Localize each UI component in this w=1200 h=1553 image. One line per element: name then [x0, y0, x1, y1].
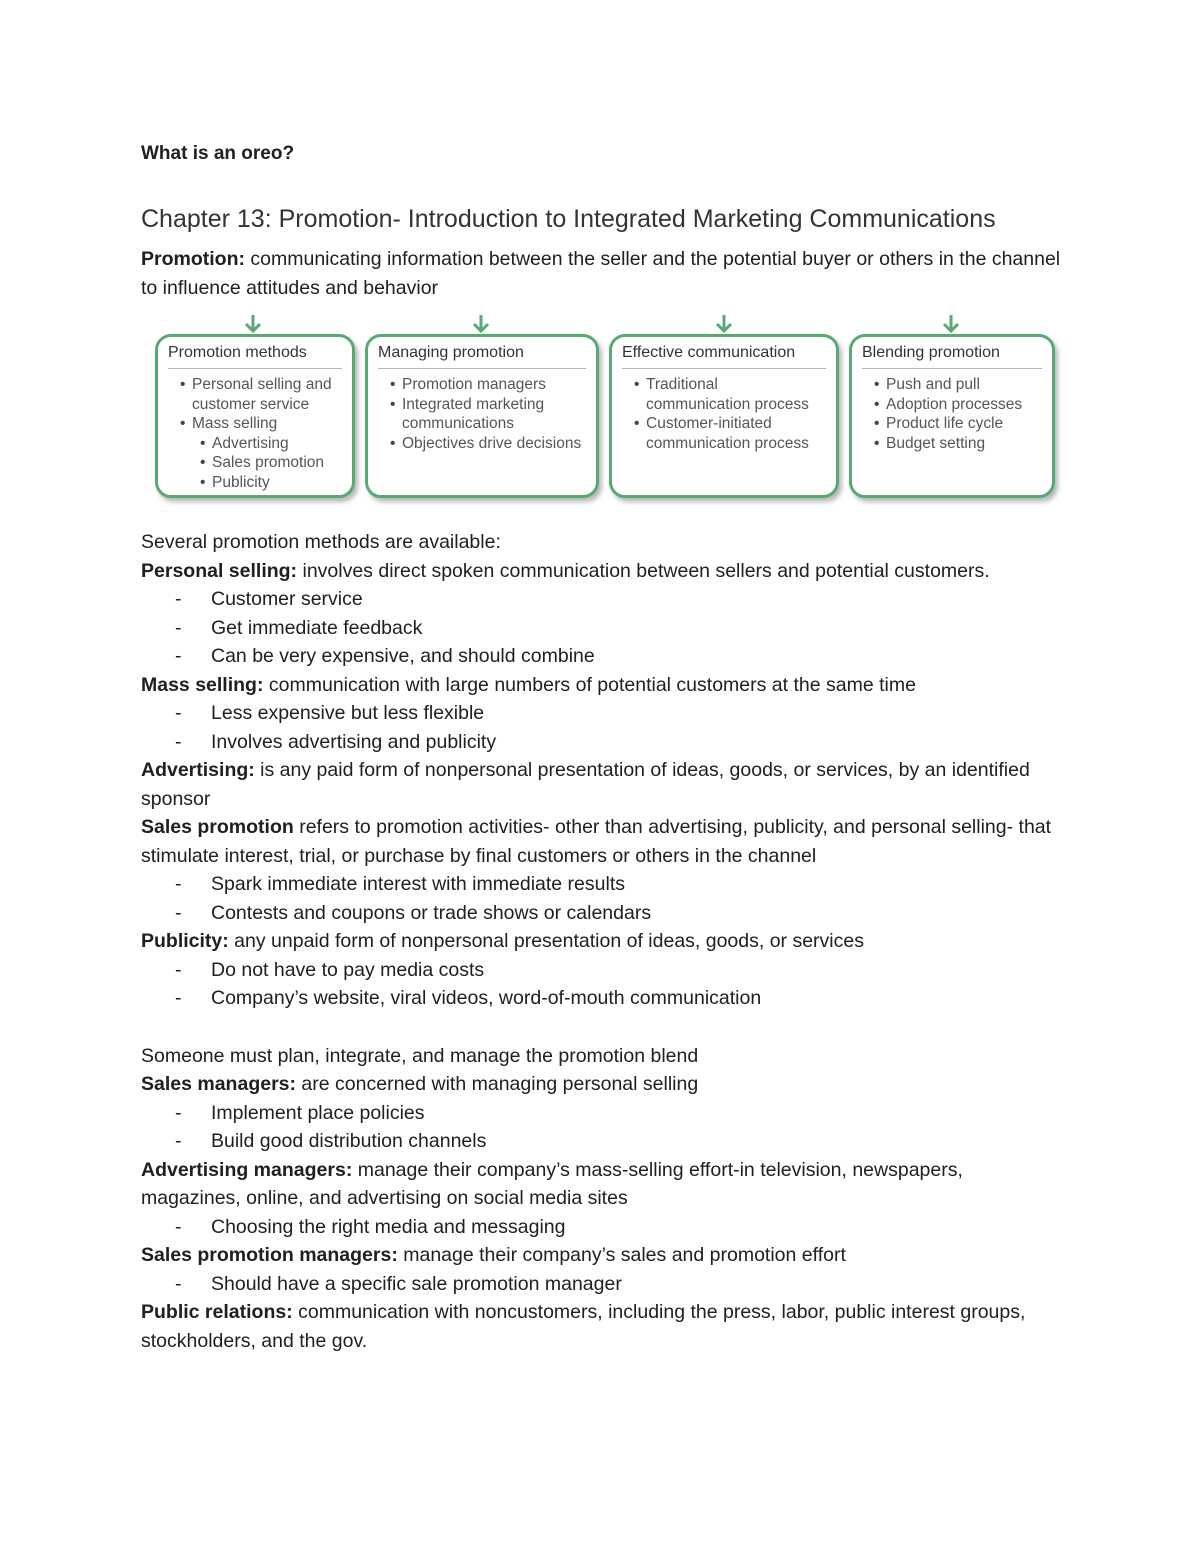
card-item: • Customer-initiated communication process [634, 414, 826, 453]
promotion-definition: Promotion: communicating information between the seller and the potential buyer or others in the channel to influence attitudes and behavior [141, 248, 1061, 299]
term: Sales managers: [141, 1073, 297, 1095]
card-title: Managing promotion [378, 343, 586, 369]
publicity-list [141, 956, 1061, 1013]
advertising-managers-definition: Advertising managers: manage their company’s mass-selling effort-in television, newspapers, magazines, online, and advertising on social media sites [141, 1158, 963, 1209]
term: Promotion: [141, 248, 245, 270]
card-item: • Budget setting [874, 434, 1042, 454]
list-item: - Can be very expensive, and should combine [141, 642, 1061, 671]
card-promotion-methods [155, 334, 355, 498]
sales-promotion-managers-definition: Sales promotion managers: manage their company’s sales and promotion effort [141, 1244, 846, 1266]
card-title: Blending promotion [862, 343, 1042, 369]
card-item: • Push and pull [874, 375, 1042, 395]
card-item: • Traditional communication process [634, 375, 826, 414]
advertising-managers-list [141, 1213, 1061, 1242]
question-heading: What is an oreo? [141, 143, 295, 164]
down-arrow-icon [941, 314, 961, 334]
list-item: - Should have a specific sale promotion manager [141, 1270, 1061, 1299]
card-managing-promotion [365, 334, 599, 498]
sales-promotion-list [141, 870, 1061, 927]
term: Advertising managers: [141, 1158, 353, 1181]
card-item: • Promotion managers [390, 375, 586, 395]
card-item: • Product life cycle [874, 414, 1042, 434]
list-item: - Company’s website, viral videos, word-of-mouth communication [141, 984, 1061, 1013]
promotion-diagram [139, 314, 1059, 504]
mass-selling-definition: Mass selling: communication with large numbers of potential customers at the same time [141, 673, 916, 696]
publicity-definition: Publicity: any unpaid form of nonpersonal presentation of ideas, goods, or services [141, 930, 864, 952]
card-title: Promotion methods [168, 343, 342, 369]
down-arrow-icon [714, 314, 734, 334]
chapter-title: Chapter 13: Promotion- Introduction to Integrated Marketing Communications [141, 205, 996, 233]
card-item: • Mass selling [180, 414, 342, 434]
term: Public relations: [141, 1301, 293, 1323]
term: Sales promotion managers: [141, 1244, 398, 1266]
card-item: • Adoption processes [874, 395, 1042, 415]
list-item: - Choosing the right media and messaging [141, 1213, 1061, 1242]
personal-selling-definition: Personal selling: involves direct spoken communication between sellers and potential customers. [141, 559, 990, 582]
term: Sales promotion [141, 816, 294, 838]
card-blending-promotion [849, 334, 1055, 498]
mass-selling-list [141, 699, 1061, 756]
card-item: • Objectives drive decisions [390, 434, 586, 454]
sales-managers-list [141, 1099, 1061, 1156]
personal-selling-list [141, 585, 1061, 671]
list-item: - Contests and coupons or trade shows or calendars [141, 899, 1061, 928]
document-content [141, 140, 1061, 1355]
list-item: - Spark immediate interest with immediate results [141, 870, 1061, 899]
methods-intro: Several promotion methods are available: [141, 531, 501, 553]
term: Mass selling: [141, 673, 264, 696]
list-item: - Get immediate feedback [141, 614, 1061, 643]
card-subitem: • Advertising [200, 434, 342, 454]
list-item: - Implement place policies [141, 1099, 1061, 1128]
list-item: - Involves advertising and publicity [141, 728, 1061, 757]
list-item: - Less expensive but less flexible [141, 699, 1061, 728]
card-item: • Personal selling and customer service [180, 375, 342, 414]
list-item: - Do not have to pay media costs [141, 956, 1061, 985]
card-item: • Integrated marketing communications [390, 395, 586, 434]
blank-line [141, 1013, 1061, 1042]
term: Advertising: [141, 759, 255, 781]
advertising-definition: Advertising: is any paid form of nonpersonal presentation of ideas, goods, or services, by an identified sponsor [141, 759, 1030, 810]
sales-promotion-managers-list [141, 1270, 1061, 1299]
term: Personal selling: [141, 559, 298, 582]
down-arrow-icon [243, 314, 263, 334]
list-item: - Build good distribution channels [141, 1127, 1061, 1156]
card-effective-communication [609, 334, 839, 498]
card-title: Effective communication [622, 343, 826, 369]
list-item: - Customer service [141, 585, 1061, 614]
sales-managers-definition: Sales managers: are concerned with managing personal selling [141, 1073, 699, 1095]
manage-intro: Someone must plan, integrate, and manage the promotion blend [141, 1044, 699, 1067]
sales-promotion-definition: Sales promotion refers to promotion activities- other than advertising, publicity, and personal selling- that stimulate interest, trial, or purchase by final customers or others in the channel [141, 816, 1052, 867]
card-subitem: • Publicity [200, 473, 342, 493]
term: Publicity: [141, 930, 229, 952]
public-relations-definition: Public relations: communication with noncustomers, including the press, labor, public interest groups, stockholders, and the gov. [141, 1301, 1026, 1352]
card-subitem: • Sales promotion [200, 453, 342, 473]
down-arrow-icon [471, 314, 491, 334]
